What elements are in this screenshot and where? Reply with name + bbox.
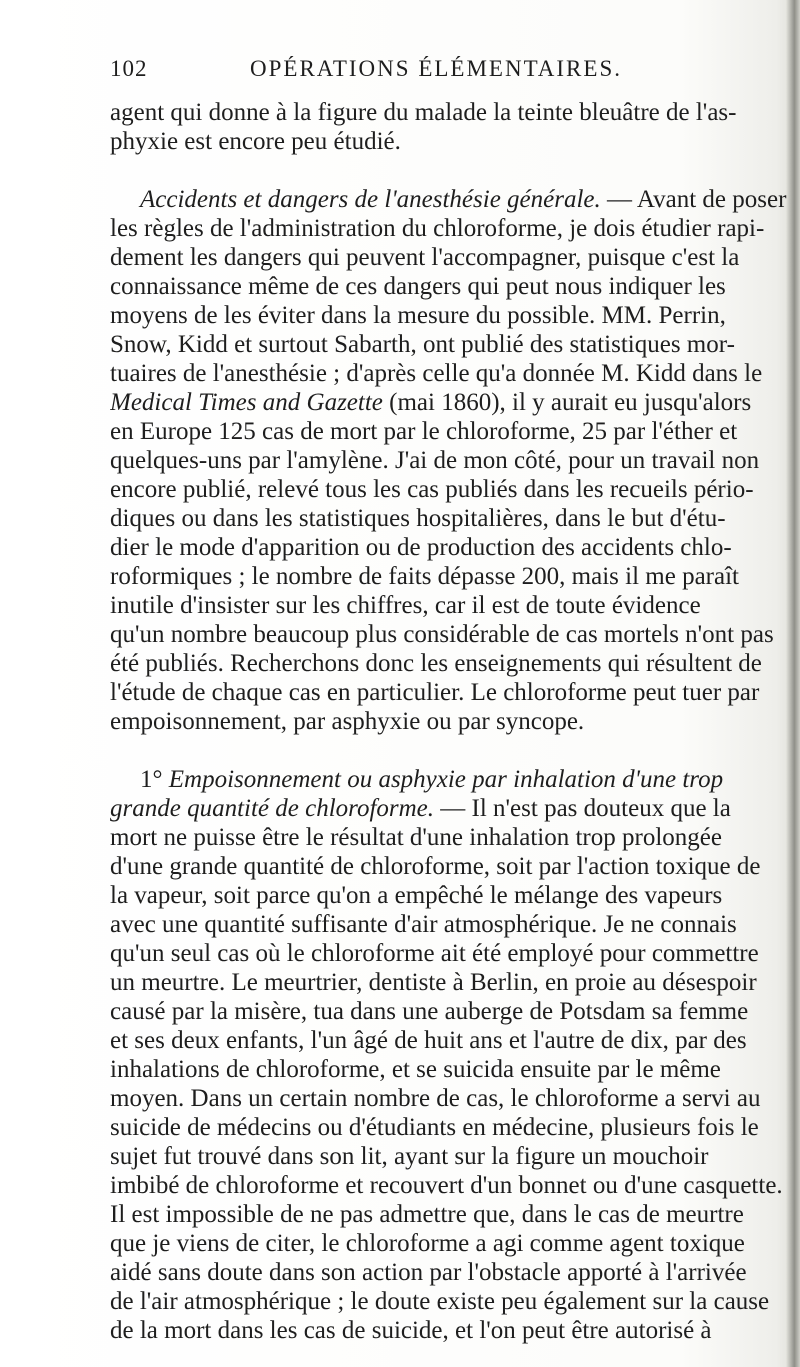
text-line: les règles de l'administration du chloroforme, je dois étudier rapi-: [110, 215, 765, 242]
section-title-continued: grande quantité de chloroforme.: [110, 795, 435, 822]
text-line: moyen. Dans un certain nombre de cas, le chloroforme a servi au: [110, 1085, 761, 1112]
text-span: (mai 1860), il y aurait eu jusqu'alors: [382, 389, 752, 416]
text-line: roformiques ; le nombre de faits dépasse 200, mais il me paraît: [110, 563, 739, 590]
journal-title: Medical Times and Gazette: [110, 389, 383, 416]
text-line: quelques-uns par l'amylène. J'ai de mon côté, pour un travail non: [110, 447, 760, 474]
text-line: agent qui donne à la figure du malade la teinte bleuâtre de l'as-: [110, 99, 737, 126]
paragraph-spacer: [110, 156, 790, 185]
text-line: un meurtre. Le meurtrier, dentiste à Berlin, en proie au désespoir: [110, 969, 757, 996]
text-line: suicide de médecins ou d'étudiants en médecine, plusieurs fois le: [110, 1114, 759, 1141]
text-line: aidé sans doute dans son action par l'obstacle apporté à l'arrivée: [110, 1259, 747, 1286]
text-line: dier le mode d'apparition ou de production des accidents chlo-: [110, 534, 732, 561]
text-span: — Il n'est pas douteux que la: [434, 795, 731, 822]
text-line: de la mort dans les cas de suicide, et l'on peut être autorisé à: [110, 1317, 712, 1344]
paragraph-2: [110, 185, 790, 736]
paragraph-spacer: [110, 736, 790, 765]
text-line: inhalations de chloroforme, et se suicida ensuite par le même: [110, 1056, 721, 1083]
text-line: en Europe 125 cas de mort par le chloroforme, 25 par l'éther et: [110, 418, 738, 445]
section-title: Empoisonnement ou asphyxie par inhalation d'une trop: [168, 766, 724, 793]
text-line: imbibé de chloroforme et recouvert d'un bonnet ou d'une casquette.: [110, 1172, 783, 1199]
text-line: avec une quantité suffisante d'air atmosphérique. Je ne connais: [110, 911, 737, 938]
paragraph-3: [110, 765, 790, 1345]
section-heading-line: [110, 185, 790, 214]
text-line: Il est impossible de ne pas admettre que, dans le cas de meurtre: [110, 1201, 744, 1228]
section-title: Accidents et dangers de l'anesthésie générale.: [140, 186, 601, 213]
text-line: inutile d'insister sur les chiffres, car il est de toute évidence: [110, 592, 701, 619]
text-line: causé par la misère, tua dans une auberge de Potsdam sa femme: [110, 998, 749, 1025]
text-line: que je viens de citer, le chloroforme a agi comme agent toxique: [110, 1230, 745, 1257]
page-number: 102: [110, 56, 148, 81]
text-line: mort ne puisse être le résultat d'une inhalation trop prolongée: [110, 824, 722, 851]
text-line: été publiés. Recherchons donc les enseignements qui résultent de: [110, 650, 762, 677]
text-line: [110, 794, 790, 823]
text-line: tuaires de l'anesthésie ; d'après celle qu'a donnée M. Kidd dans le: [110, 360, 763, 387]
section-heading-line: [110, 765, 790, 794]
text-span: — Avant de poser: [600, 186, 787, 213]
text-line: l'étude de chaque cas en particulier. Le chloroforme peut tuer par: [110, 679, 760, 706]
text-line: moyens de les éviter dans la mesure du possible. MM. Perrin,: [110, 302, 726, 329]
running-head: OPÉRATIONS ÉLÉMENTAIRES.: [250, 56, 622, 81]
text-line: empoisonnement, par asphyxie ou par syncope.: [110, 708, 585, 735]
text-line: encore publié, relevé tous les cas publiés dans les recueils pério-: [110, 476, 754, 503]
text-line: et ses deux enfants, l'un âgé de huit ans et l'autre de dix, par des: [110, 1027, 747, 1054]
text-line: diques ou dans les statistiques hospitalières, dans le but d'étu-: [110, 505, 726, 532]
text-line: connaissance même de ces dangers qui peut nous indiquer les: [110, 273, 726, 300]
body-text: [110, 98, 790, 1345]
text-line: phyxie est encore peu étudié.: [110, 128, 401, 155]
text-line: dement les dangers qui peuvent l'accompagner, puisque c'est la: [110, 244, 740, 271]
text-line: [110, 388, 790, 417]
page-header: [110, 56, 710, 80]
text-line: qu'un nombre beaucoup plus considérable de cas mortels n'ont pas: [110, 621, 774, 648]
paragraph-1: [110, 98, 790, 156]
section-number: 1°: [140, 766, 169, 793]
text-line: qu'un seul cas où le chloroforme ait été employé pour commettre: [110, 940, 759, 967]
text-line: sujet fut trouvé dans son lit, ayant sur la figure un mouchoir: [110, 1143, 709, 1170]
text-line: d'une grande quantité de chloroforme, soit par l'action toxique de: [110, 853, 761, 880]
text-line: la vapeur, soit parce qu'on a empêché le mélange des vapeurs: [110, 882, 723, 909]
text-line: de l'air atmosphérique ; le doute existe peu également sur la cause: [110, 1288, 770, 1315]
text-line: Snow, Kidd et surtout Sabarth, ont publié des statistiques mor-: [110, 331, 735, 358]
